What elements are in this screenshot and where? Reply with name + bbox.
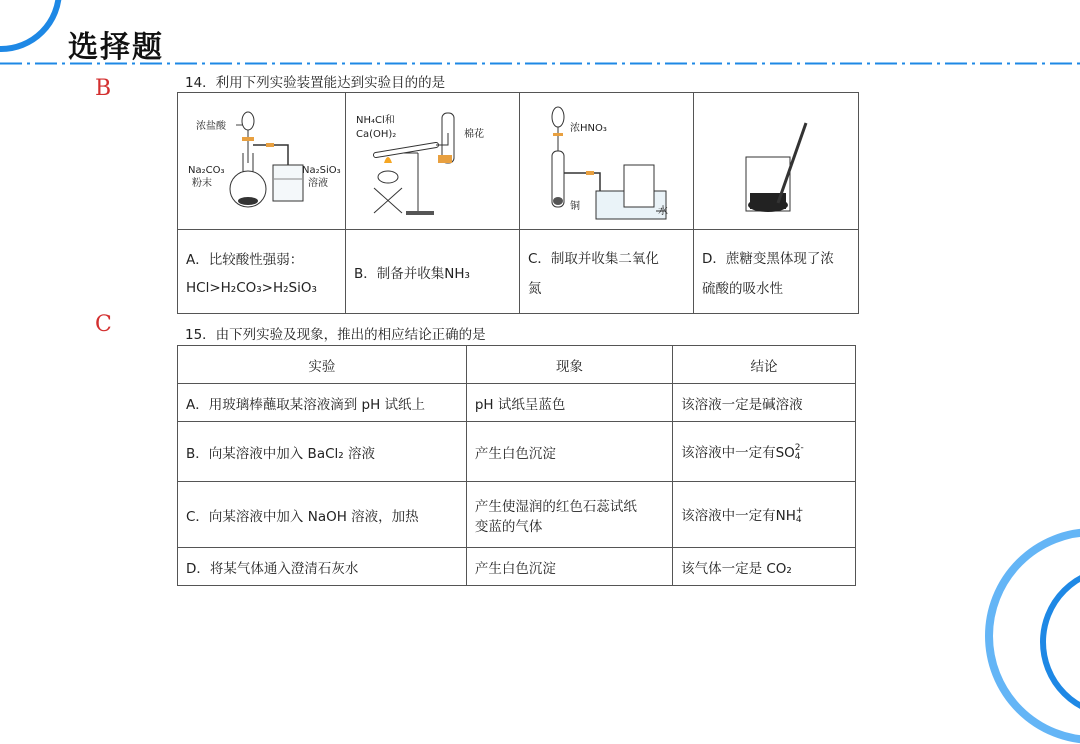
header-phenomenon: 现象 [466, 346, 672, 384]
header-experiment: 实验 [178, 346, 467, 384]
row-a-experiment: A．用玻璃棒蘸取某溶液滴到 pH 试纸上 [178, 384, 467, 422]
row-c-ion-base: NH [775, 508, 796, 524]
fig-c-label-cu: 铜 [570, 201, 580, 212]
option-c-line1: C．制取并收集二氧化 [528, 250, 659, 267]
row-b-conclusion-text: 该溶液中一定有 [681, 445, 776, 461]
option-c-cell [520, 230, 694, 314]
figure-c-apparatus [520, 93, 694, 230]
option-a-line1: A．比较酸性强弱： [186, 251, 304, 268]
row-c-ion-charge: + [795, 506, 804, 516]
figure-b-apparatus [346, 93, 520, 230]
row-b-experiment: B．向某溶液中加入 BaCl₂ 溶液 [178, 422, 467, 482]
option-d-line1: D．蔗糖变黑体现了浓 [702, 250, 834, 267]
option-b-line1: B．制备并收集NH₃ [354, 265, 470, 282]
row-c-phenomenon [466, 482, 672, 548]
apparatus-a-svg [178, 93, 345, 229]
figure-d-apparatus [694, 93, 859, 230]
option-c-line2: 氮 [528, 280, 542, 297]
option-a-line2: HCl>H₂CO₃>H₂SiO₃ [186, 279, 317, 296]
row-c-conclusion [673, 482, 856, 548]
fig-b-label-reagent1: NH₄Cl和 [356, 115, 395, 126]
row-d-experiment: D．将某气体通入澄清石灰水 [178, 548, 467, 586]
row-c-phenomenon-line1: 产生使湿润的红色石蕊试纸 [474, 498, 637, 515]
fig-a-label-na2co3: Na₂CO₃ [188, 165, 225, 176]
fig-a-label-acid: 浓盐酸 [196, 121, 226, 132]
row-c-conclusion-text: 该溶液中一定有 [681, 508, 776, 524]
table-row [178, 482, 856, 548]
corner-decoration-top-left [0, 0, 62, 52]
q14-stem: 14．利用下列实验装置能达到实验目的的是 [185, 75, 446, 91]
option-d-cell [694, 230, 859, 314]
apparatus-c-svg [520, 93, 693, 229]
header-conclusion: 结论 [673, 346, 856, 384]
option-b-cell [346, 230, 520, 314]
title-underline [0, 62, 1080, 65]
table-row [178, 422, 856, 482]
row-c-ion-subscript: 4 [795, 515, 802, 525]
option-d-line2: 硫酸的吸水性 [702, 280, 783, 297]
row-b-ion-indices [795, 444, 804, 462]
apparatus-d-svg [694, 93, 858, 229]
row-b-conclusion [673, 422, 856, 482]
fig-a-label-na2sio3: Na₂SiO₃ [302, 165, 341, 176]
row-b-ion-charge: 2- [794, 443, 804, 453]
fig-a-label-powder: 粉末 [192, 178, 212, 189]
fig-a-label-solution: 溶液 [308, 178, 328, 189]
q15-table [177, 345, 856, 586]
row-a-conclusion: 该溶液一定是碱溶液 [673, 384, 856, 422]
fig-c-label-hno3: 浓HNO₃ [570, 123, 607, 134]
row-c-phenomenon-line2: 变蓝的气体 [474, 518, 543, 535]
slide-title: 选择题 [68, 30, 164, 65]
fig-c-label-water: 水 [658, 206, 668, 217]
fig-b-label-reagent2: Ca(OH)₂ [356, 129, 397, 140]
row-b-ion-base: SO [775, 445, 795, 461]
answer-q14: B [95, 76, 112, 101]
option-a-cell [178, 230, 346, 314]
table-row [178, 548, 856, 586]
answer-q15: C [95, 312, 112, 337]
row-c-experiment: C．向某溶液中加入 NaOH 溶液，加热 [178, 482, 467, 548]
figure-a-apparatus [178, 93, 346, 230]
table-row [178, 384, 856, 422]
row-b-ion-subscript: 4 [794, 452, 801, 462]
q14-table [177, 92, 859, 314]
row-b-phenomenon: 产生白色沉淀 [466, 422, 672, 482]
row-a-phenomenon: pH 试纸呈蓝色 [466, 384, 672, 422]
row-c-ion-indices [796, 507, 804, 525]
q15-stem: 15．由下列实验及现象，推出的相应结论正确的是 [185, 327, 486, 343]
row-d-conclusion: 该气体一定是 CO₂ [673, 548, 856, 586]
apparatus-b-svg [346, 93, 519, 229]
fig-b-label-cotton: 棉花 [464, 129, 484, 140]
row-d-phenomenon: 产生白色沉淀 [466, 548, 672, 586]
